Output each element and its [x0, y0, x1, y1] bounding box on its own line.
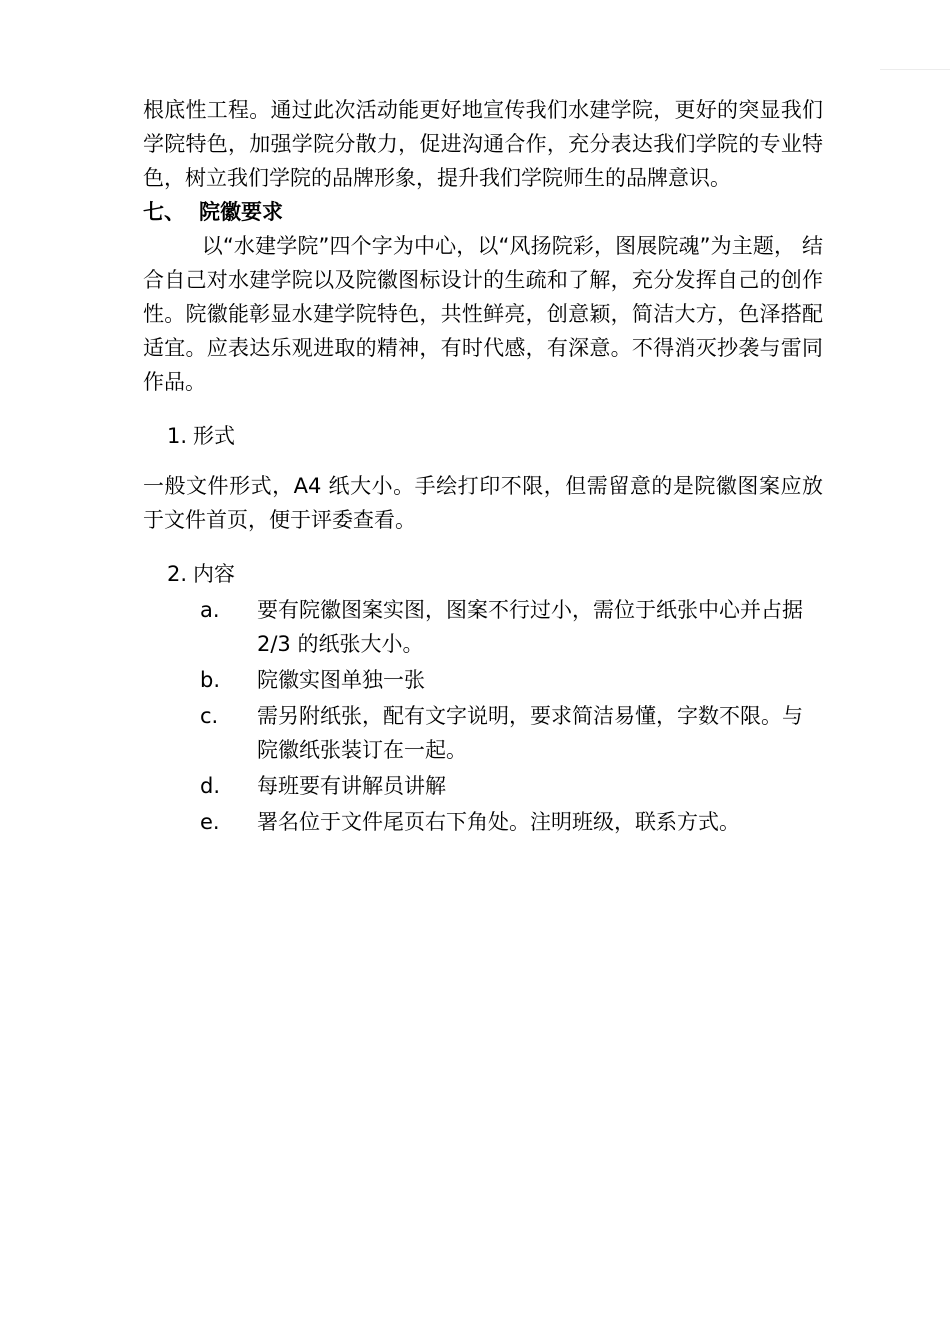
list-item-text: 需另附纸张，配有文字说明，要求简洁易懂，字数不限。与院徽纸张装订在一起。: [257, 704, 803, 762]
section-heading: [143, 195, 823, 229]
section-number: 七、: [143, 200, 185, 224]
list-item-text: 院徽实图单独一张: [257, 668, 425, 692]
intro-paragraph: 根底性工程。通过此次活动能更好地宣传我们水建学院，更好的突显我们学院特色，加强学院分散力，促进沟通合作，充分表达我们学院的专业特色，树立我们学院的品牌形象，提升我们学院师生的品牌意识。: [143, 98, 823, 190]
list-marker: a.: [200, 598, 220, 622]
item-heading-form: [143, 419, 823, 453]
item-number: 1.: [167, 424, 188, 448]
list-item: [143, 805, 823, 839]
list-item-text: 每班要有讲解员讲解: [257, 774, 446, 798]
document-page: [143, 93, 823, 839]
list-marker: d.: [200, 774, 221, 798]
header-rule: [880, 69, 950, 70]
list-marker: e.: [200, 810, 220, 834]
list-item: [143, 663, 823, 697]
section-paragraph: 以“水建学院”四个字为中心，以“风扬院彩，图展院魂”为主题， 结合自己对水建学院以及院徽图标设计的生疏和了解，充分发挥自己的创作性。院徽能彰显水建学院特色，共性鲜亮，创意颖，简洁大方，色泽搭配适宜。应表达乐观进取的精神，有时代感，有深意。不得消灭抄袭与雷同作品。: [143, 234, 823, 394]
section-title: 院徽要求: [199, 200, 283, 224]
list-item-text: 要有院徽图案实图，图案不行过小，需位于纸张中心并占据 2/3 的纸张大小。: [257, 598, 803, 656]
list-marker: b.: [200, 668, 221, 692]
item-heading-content: [143, 557, 823, 591]
item-title: 形式: [193, 424, 236, 448]
content-sublist: [143, 593, 823, 839]
list-marker: c.: [200, 704, 219, 728]
list-item: [143, 593, 823, 661]
form-paragraph: 一般文件形式，A4 纸大小。手绘打印不限，但需留意的是院徽图案应放于文件首页，便于评委查看。: [143, 474, 823, 532]
list-item: [143, 699, 823, 767]
item-title: 内容: [193, 562, 236, 586]
list-item-text: 署名位于文件尾页右下角处。注明班级，联系方式。: [257, 810, 740, 834]
item-number: 2.: [167, 562, 188, 586]
list-item: [143, 769, 823, 803]
